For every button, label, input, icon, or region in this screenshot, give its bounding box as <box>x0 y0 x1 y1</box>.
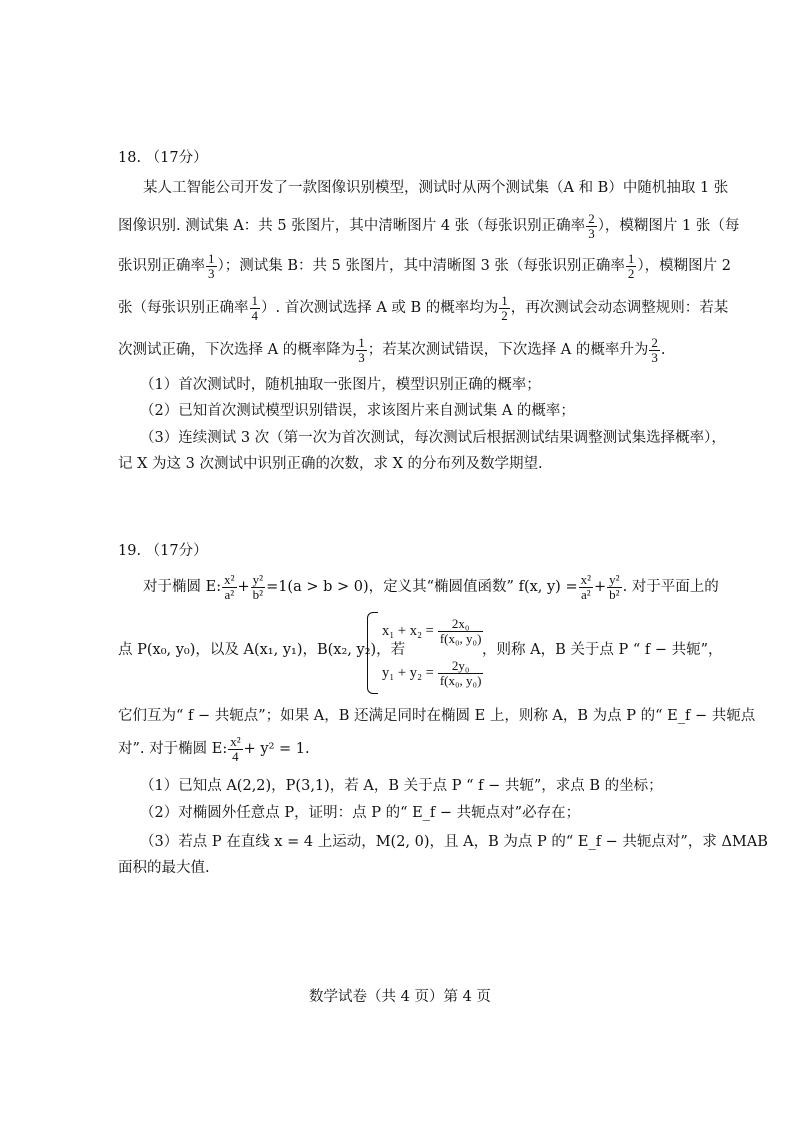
q18-line3-text-c: ），模糊图片 2 <box>637 258 731 274</box>
fraction-denominator: a² <box>224 586 235 602</box>
fraction-numerator: 1 <box>251 292 258 308</box>
fraction-numerator: x² <box>580 571 592 587</box>
q19-line1-plus: + <box>594 579 607 595</box>
system-row-1-fraction <box>438 617 484 646</box>
q18-part1: （1）首次测试时，随机抽取一张图片，模型识别正确的概率； <box>140 377 541 393</box>
q19-line2-text-a: 点 P(x₀, y₀)，以及 A(x₁, y₁)，B(x₂, y₂)，若 <box>118 642 406 658</box>
fraction-numerator: y² <box>609 571 620 587</box>
q19-line1-text-a: 对于椭圆 E: <box>143 579 222 595</box>
fraction-numerator: 2y₀ <box>438 659 484 674</box>
fraction-numerator: x² <box>224 571 235 587</box>
q18-line3-text-b: ）；测试集 B：共 5 张图片，其中清晰图 3 张（每张识别正确率 <box>217 258 625 274</box>
q18-line3 <box>118 250 731 282</box>
q18-part2: （2）已知首次测试模型识别错误，求该图片来自测试集 A 的概率； <box>140 403 575 419</box>
fraction-1-2 <box>626 252 637 281</box>
q18-line2-text-b: ），模糊图片 1 张（每 <box>597 218 740 234</box>
fraction-numerator: 1 <box>501 292 508 308</box>
system-row-2 <box>382 656 484 690</box>
page-footer: 数学试卷（共 4 页）第 4 页 <box>309 989 491 1005</box>
q18-line5-text-a: 次测试正确，下次选择 A 的概率降为 <box>118 342 356 358</box>
q18-line4-text-c: ，再次测试会动态调整规则：若某 <box>510 300 729 316</box>
q18-part3-cont: 记 X 为这 3 次测试中识别正确的次数，求 X 的分布列及数学期望. <box>118 456 543 472</box>
fraction-denominator: 3 <box>588 225 595 241</box>
fraction-1-2 <box>499 294 510 323</box>
fraction-denominator: 4 <box>232 748 239 764</box>
fraction-numerator: 1 <box>627 250 635 266</box>
fraction-2-3 <box>649 336 660 365</box>
q18-line4-text-a: 张（每张识别正确率 <box>118 300 249 316</box>
fraction-2-3 <box>586 212 597 241</box>
q19-part3-cont: 面积的最大值. <box>118 860 210 876</box>
fraction-denominator: 3 <box>651 349 658 365</box>
fraction-1-3 <box>206 252 217 281</box>
q18-line4 <box>118 292 728 324</box>
q18-line3-text-a: 张识别正确率 <box>118 258 205 274</box>
fraction-denominator: 2 <box>501 307 508 323</box>
fraction-denominator: 2 <box>627 265 635 281</box>
fraction-numerator: x² <box>230 733 241 749</box>
fraction-numerator: 2x₀ <box>438 617 484 632</box>
fraction-y2-b2 <box>251 573 265 602</box>
system-row-2-lhs: y₁ + y₂ = <box>382 664 434 681</box>
fraction-denominator: b² <box>609 586 620 602</box>
q18-line5-text-c: . <box>660 342 666 358</box>
q19-header: 19. （17分） <box>118 543 208 559</box>
q19-part1: （1）已知点 A(2,2)，P(3,1)，若 A，B 关于点 P “ f − 共轭”，求点 B 的坐标； <box>140 778 663 794</box>
fraction-1-3 <box>356 336 367 365</box>
fraction-numerator: 1 <box>208 250 215 266</box>
fraction-denominator: 4 <box>251 307 258 323</box>
fraction-denominator: f(x₀, y₀) <box>439 630 482 646</box>
system-row-1-lhs: x₁ + x₂ = <box>382 622 434 639</box>
q19-line4-text-a: 对”. 对于椭圆 E: <box>118 741 228 757</box>
fraction-numerator: 2 <box>588 210 595 226</box>
q19-line4 <box>118 732 310 766</box>
fraction-y2-b2 <box>607 573 621 602</box>
q18-line5-text-b: ；若某次测试错误，下次选择 A 的概率升为 <box>367 342 649 358</box>
fraction-x2-a2 <box>222 573 236 602</box>
q19-line3: 它们互为“ f − 共轭点”；如果 A，B 还满足同时在椭圆 E 上，则称 A，B 为点 P 的“ E_f − 共轭点 <box>118 708 756 724</box>
fraction-denominator: f(x₀, y₀) <box>439 672 482 688</box>
system-brace <box>367 612 378 694</box>
q19-line1-text-c: =1(a > b > 0)，定义其“椭圆值函数” f(x, y) = <box>266 579 578 595</box>
fraction-x2-4 <box>228 735 242 764</box>
fraction-denominator: 3 <box>208 265 215 281</box>
q19-line1 <box>143 568 719 606</box>
q18-line4-text-b: ）. 首次测试选择 A 或 B 的概率均为 <box>261 300 499 316</box>
fraction-numerator: 2 <box>651 334 658 350</box>
q18-line2-text-a: 图像识别. 测试集 A：共 5 张图片，其中清晰图片 4 张（每张识别正确率 <box>118 218 586 234</box>
q19-part2: （2）对椭圆外任意点 P，证明：点 P 的“ E_f − 共轭点对”必存在； <box>140 805 581 821</box>
fraction-numerator: 1 <box>358 334 365 350</box>
system-row-2-fraction <box>438 659 484 688</box>
q18-header: 18. （17分） <box>118 150 208 166</box>
q18-line1: 某人工智能公司开发了一款图像识别模型，测试时从两个测试集（A 和 B）中随机抽取 1 张 <box>143 180 729 196</box>
fraction-denominator: 3 <box>358 349 365 365</box>
q18-line2 <box>118 210 739 242</box>
q19-line1-plus: + <box>237 579 250 595</box>
fraction-denominator: b² <box>252 586 264 602</box>
q18-line5 <box>118 334 666 366</box>
fraction-x2-a2 <box>579 573 593 602</box>
q19-line4-text-b: + y² = 1. <box>243 741 310 757</box>
q18-part3: （3）连续测试 3 次（第一次为首次测试，每次测试后根据测试结果调整测试集选择概率）， <box>140 430 726 446</box>
q19-line2-text-b: ，则称 A，B 关于点 P “ f − 共轭”， <box>482 642 723 658</box>
fraction-numerator: y² <box>252 571 264 587</box>
system-row-1 <box>382 614 484 648</box>
fraction-denominator: a² <box>580 586 591 602</box>
fraction-1-4 <box>250 294 261 323</box>
q19-line1-text-e: . 对于平面上的 <box>622 579 719 595</box>
q19-part3: （3）若点 P 在直线 x = 4 上运动，M(2, 0)，且 A，B 为点 P 的“ E_f − 共轭点对”，求 ΔMAB <box>140 834 768 850</box>
